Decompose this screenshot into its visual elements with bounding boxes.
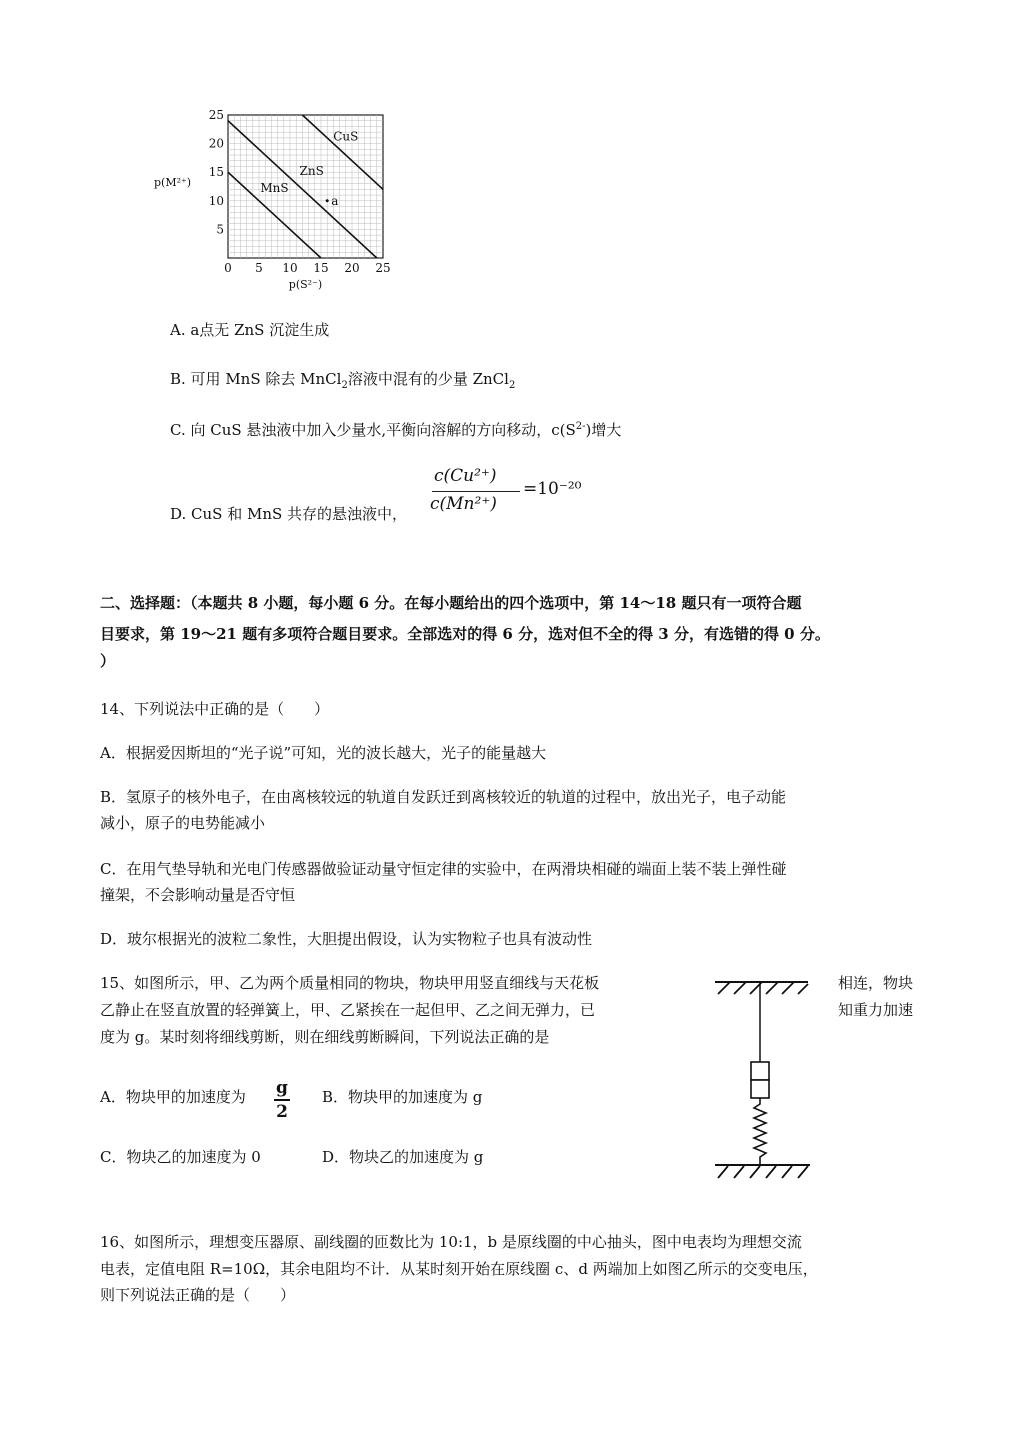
q14-option-c-line2: 撞架，不会影响动量是否守恒: [100, 886, 296, 904]
q15-option-a: A．物块甲的加速度为: [100, 1088, 246, 1106]
q13-d-rhs: =10⁻²⁰: [523, 479, 582, 499]
q13-option-b-pre: B. 可用 MnS 除去 MnCl: [170, 370, 342, 388]
q13-option-b: [170, 369, 515, 396]
x-axis-label: p(S²⁻): [288, 278, 323, 291]
ceiling-hatch: [718, 982, 808, 994]
y-axis-label: p(M²⁺): [154, 176, 192, 189]
q15-a-denominator: 2: [276, 1101, 288, 1122]
q13-option-b-sub2: 2: [508, 380, 516, 391]
q16-line2: 电表，定值电阻 R=10Ω，其余电阻均不计．从某时刻开始在原线圈 c、d 两端加上如图乙所示的交变电压，: [100, 1260, 818, 1278]
q14-option-a: A．根据爱因斯坦的“光子说”可知，光的波长越大，光子的能量越大: [100, 744, 547, 762]
series-label-cus: CuS: [333, 129, 359, 144]
q14-option-c-line1: C．在用气垫导轨和光电门传感器做验证动量守恒定律的实验中，在两滑块相碰的端面上装不装上弹性碰: [100, 860, 787, 878]
q14-stem: 14、下列说法中正确的是（ ）: [100, 700, 330, 718]
q15-a-numerator: g: [276, 1078, 288, 1098]
q15-line1-right: 相连，物块: [838, 974, 914, 992]
y-tick-label: 5: [216, 222, 224, 237]
y-tick-label: 25: [208, 108, 224, 122]
x-tick-label: 20: [344, 261, 360, 275]
q13-option-d: D. CuS 和 MnS 共存的悬浊液中，: [170, 505, 408, 523]
series-label-mns: MnS: [260, 181, 289, 196]
q13-option-c-sup: 2-: [575, 421, 586, 432]
q13-option-c-pre: C. 向 CuS 悬浊液中加入少量水,平衡向溶解的方向移动，c(S: [170, 421, 576, 439]
q15-option-a-fraction: [274, 1078, 290, 1122]
point-a: [326, 199, 329, 202]
x-tick-label: 5: [255, 261, 263, 275]
q13-d-denominator: c(Mn²⁺): [430, 494, 497, 514]
y-tick-label: 20: [208, 136, 224, 151]
q13-d-numerator: c(Cu²⁺): [434, 466, 497, 486]
q15-line2-right: 知重力加速: [838, 1001, 914, 1019]
point-label-a: a: [331, 193, 339, 208]
q15-line2: 乙静止在竖直放置的轻弹簧上，甲、乙紧挨在一起但甲、乙之间无弹力，已: [100, 1001, 596, 1019]
x-tick-label: 15: [313, 261, 329, 275]
plot-frame: [228, 115, 383, 258]
q15-option-c: C．物块乙的加速度为 0: [100, 1148, 261, 1166]
series-line-cus: [299, 115, 383, 189]
q13-option-c-post: )增大: [585, 421, 622, 439]
x-tick-label: 25: [375, 261, 391, 275]
fraction-bar: [432, 491, 520, 492]
q15-option-b: B．物块甲的加速度为 g: [322, 1088, 483, 1106]
q15-spring-figure: [700, 970, 830, 1190]
floor-hatch: [718, 1166, 808, 1178]
q15-line1: 15、如图所示，甲、乙为两个质量相同的物块，物块甲用竖直细线与天花板: [100, 974, 600, 992]
section2-line2: 目要求，第 19～21 题有多项符合题目要求。全部选对的得 6 分，选对但不全的得 3 分，有选错的得 0 分。: [100, 625, 830, 643]
y-tick-label: 15: [208, 165, 224, 180]
q16-line1: 16、如图所示，理想变压器原、副线圈的匝数比为 10:1，b 是原线圈的中心抽头，图中电表均为理想交流: [100, 1233, 802, 1251]
q13-option-a: A. a点无 ZnS 沉淀生成: [170, 321, 330, 339]
q15-option-d: D．物块乙的加速度为 g: [322, 1148, 484, 1166]
block-jia: [751, 1062, 769, 1080]
block-yi: [751, 1080, 769, 1098]
q16-line3: 则下列说法正确的是（ ）: [100, 1286, 296, 1304]
x-tick-label: 0: [224, 261, 232, 275]
q13-option-b-sub1: 2: [341, 380, 348, 391]
q15-line3: 度为 g。某时刻将细线剪断，则在细线剪断瞬间，下列说法正确的是: [100, 1028, 550, 1046]
spring: [754, 1098, 766, 1165]
q14-option-b-line1: B．氢原子的核外电子，在由离核较远的轨道自发跃迁到离核较近的轨道的过程中，放出光子，电子动能: [100, 788, 787, 806]
fraction-bar: [274, 1099, 290, 1101]
y-tick-label: 10: [208, 193, 224, 208]
q13-option-b-mid: 溶液中混有的少量 ZnCl: [347, 370, 509, 388]
q14-option-d: D．玻尔根据光的波粒二象性，大胆提出假设，认为实物粒子也具有波动性: [100, 930, 593, 948]
section2-line1: 二、选择题：（本题共 8 小题，每小题 6 分。在每小题给出的四个选项中，第 14～18 题只有一项符合题: [100, 594, 802, 612]
series-label-zns: ZnS: [299, 164, 324, 179]
ksp-chart: [150, 100, 400, 300]
q14-option-b-line2: 减小，原子的电势能减小: [100, 814, 266, 832]
x-tick-label: 10: [282, 261, 298, 275]
q13-option-c: [170, 417, 621, 440]
section2-line3: ）: [100, 652, 116, 670]
ksp-chart-svg: [150, 100, 400, 300]
